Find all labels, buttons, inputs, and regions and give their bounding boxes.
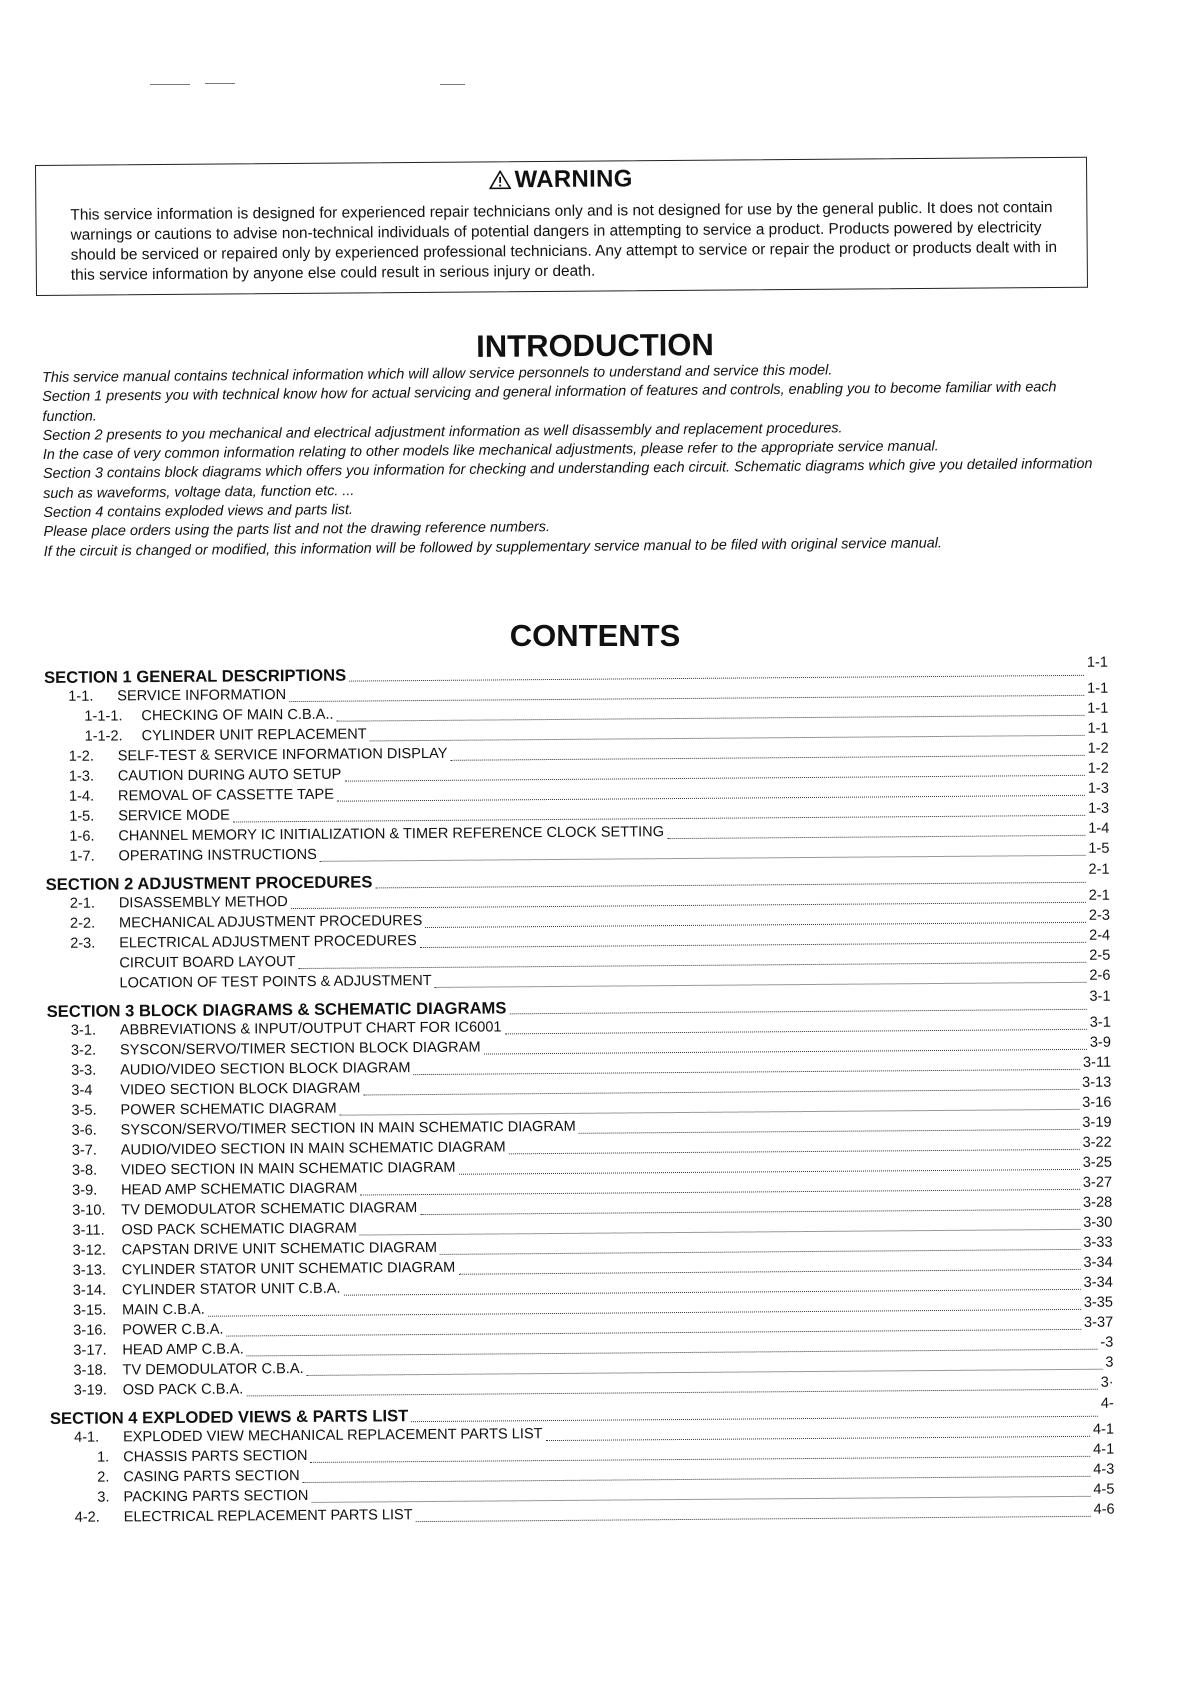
toc-page-number: 2-5 — [1089, 947, 1111, 964]
toc-page-number: 3-30 — [1083, 1214, 1113, 1231]
toc-page-number: 3-27 — [1082, 1174, 1113, 1191]
intro-paragraph: Section 4 contains exploded views and parts list. — [43, 502, 354, 522]
toc-entry-number: 1-2. — [68, 748, 94, 765]
toc-dot-leader — [411, 1416, 1098, 1422]
toc-entry-number: 3-18. — [73, 1362, 107, 1379]
toc-entry-label: CASING PARTS SECTION — [123, 1468, 300, 1486]
toc-dot-leader — [337, 715, 1085, 722]
toc-page-number: 3-19 — [1082, 1114, 1112, 1131]
warning-text: This service information is designed for experienced repair technicians only and is not designed for use by the general public. It does not contain warnings or cautions to advise non-technical individuals of potential dangers in attempting to service a product. Products powered by electricity should be serviced or repaired only by experienced professional technicians. Any attempt to service or repair the product or products dealt with in this service information by anyone else could result in serious injury or death. — [70, 199, 1058, 284]
toc-page-number: 3-16 — [1082, 1094, 1112, 1111]
toc-entry-label: SYSCON/SERVO/TIMER SECTION IN MAIN SCHEMATIC DIAGRAM — [120, 1118, 576, 1139]
toc-entry-number: 3-4 — [71, 1082, 93, 1099]
toc-dot-leader — [320, 855, 1085, 862]
toc-entry-label: MECHANICAL ADJUSTMENT PROCEDURES — [118, 913, 423, 932]
toc-entry-label: CAUTION DURING AUTO SETUP — [117, 766, 342, 785]
toc-entry-label: HEAD AMP C.B.A. — [122, 1341, 244, 1359]
toc-dot-leader — [360, 1229, 1080, 1236]
scan-speck — [205, 83, 235, 84]
warning-box — [35, 157, 1088, 296]
toc-entry-label: CYLINDER STATOR UNIT SCHEMATIC DIAGRAM — [121, 1259, 456, 1279]
toc-entry-number: 1-5. — [69, 808, 95, 825]
toc-entry-label: CYLINDER UNIT REPLACEMENT — [141, 726, 367, 745]
toc-entry-label: PACKING PARTS SECTION — [123, 1487, 309, 1506]
toc-page-number: 1-1 — [1087, 700, 1109, 717]
toc-entry-number: 1-3. — [68, 768, 95, 785]
toc-dot-leader — [546, 1436, 1090, 1441]
toc-page-number: 3-13 — [1082, 1074, 1112, 1091]
toc-page-number: 4- — [1100, 1395, 1114, 1412]
toc-entry-number: 3-19. — [73, 1382, 108, 1399]
toc-dot-leader — [370, 735, 1085, 742]
toc-page-number: 2-1 — [1088, 861, 1110, 878]
toc-dot-leader — [425, 922, 1086, 928]
toc-entry-label: OSD PACK SCHEMATIC DIAGRAM — [121, 1220, 357, 1239]
toc-page-number: 3-1 — [1089, 988, 1111, 1005]
toc-page-number: 3-34 — [1083, 1254, 1113, 1271]
toc-dot-leader — [505, 1029, 1087, 1035]
toc-entry-label: CYLINDER STATOR UNIT C.B.A. — [121, 1280, 341, 1299]
toc-entry-number: 3-15. — [72, 1302, 107, 1319]
toc-dot-leader — [667, 835, 1085, 839]
toc-page-number: 3-33 — [1083, 1234, 1113, 1251]
toc-entry-number: 3-1. — [70, 1022, 97, 1039]
toc-entry-label: ELECTRICAL REPLACEMENT PARTS LIST — [123, 1507, 413, 1526]
toc-entry-label: CAPSTAN DRIVE UNIT SCHEMATIC DIAGRAM — [121, 1239, 438, 1259]
toc-entry-label: VIDEO SECTION IN MAIN SCHEMATIC DIAGRAM — [120, 1159, 456, 1179]
toc-entry-label: ELECTRICAL ADJUSTMENT PROCEDURES — [119, 933, 417, 952]
toc-page-number: 3-35 — [1083, 1294, 1114, 1311]
toc-page-number: 3· — [1100, 1374, 1114, 1391]
toc-dot-leader — [579, 1129, 1080, 1134]
introduction-title: INTRODUCTION — [476, 327, 714, 364]
toc-page-number: 2-6 — [1089, 967, 1111, 984]
toc-dot-leader — [375, 882, 1085, 889]
intro-paragraph: In the case of very common information relating to other models like mechanical adjustments, please refer to the appropriate service manual. — [42, 438, 939, 464]
toc-page-number: 3 — [1105, 1354, 1114, 1371]
toc-entry-number: 1-1-2. — [84, 728, 123, 745]
toc-dot-leader — [337, 795, 1085, 802]
toc-page-number: 1-1 — [1087, 720, 1109, 737]
toc-page-number: 4-6 — [1093, 1501, 1115, 1518]
toc-entry-label: SECTION 3 BLOCK DIAGRAMS & SCHEMATIC DIAGRAMS — [46, 998, 507, 1021]
toc-page-number: 1-2 — [1087, 740, 1109, 757]
toc-entry-number: 3-13. — [72, 1262, 107, 1279]
toc-page-number: 1-1 — [1086, 654, 1109, 671]
toc-page-number: 4-3 — [1093, 1461, 1115, 1478]
toc-dot-leader — [440, 1249, 1080, 1255]
toc-entry-number: 3. — [97, 1489, 110, 1506]
intro-paragraph: This service manual contains technical information which will allow service personnels to understand and service this model. — [42, 362, 833, 386]
toc-entry-number: 3-8. — [71, 1162, 98, 1179]
toc-page-number: 1-3 — [1087, 800, 1110, 817]
toc-page-number: 3-11 — [1082, 1054, 1112, 1071]
toc-entry-number: 4-2. — [74, 1509, 100, 1526]
toc-entry-number: 3-7. — [71, 1142, 98, 1159]
toc-page-number: 4-1 — [1093, 1441, 1115, 1458]
toc-page-number: 1-1 — [1087, 680, 1109, 697]
toc-entry-number: 2-3. — [70, 935, 96, 952]
intro-paragraph: Section 2 presents to you mechanical and electrical adjustment information as well disassembly and replacement procedures. — [42, 420, 843, 444]
toc-entry-label: HEAD AMP SCHEMATIC DIAGRAM — [121, 1180, 358, 1199]
toc-entry-label: ABBREVIATIONS & INPUT/OUTPUT CHART FOR IC6001 — [119, 1019, 502, 1039]
toc-entry-label: CHECKING OF MAIN C.B.A.. — [141, 706, 334, 725]
toc-page-number: 2-4 — [1088, 927, 1111, 944]
introduction-body — [42, 359, 1102, 562]
toc-entry-number: 3-6. — [71, 1122, 97, 1139]
toc-entry-number: 1-1. — [68, 688, 94, 705]
scan-speck — [440, 84, 465, 85]
toc-entry-label: SECTION 2 ADJUSTMENT PROCEDURES — [45, 872, 373, 894]
toc-dot-leader — [420, 942, 1086, 948]
toc-entry-number: 3-17. — [73, 1342, 107, 1359]
scan-speck — [150, 84, 190, 85]
toc-page-number: 1-2 — [1087, 760, 1109, 777]
toc-entry-number: 2. — [97, 1469, 110, 1486]
toc-entry-number: 1. — [96, 1449, 110, 1466]
toc-entry-label: SERVICE MODE — [118, 807, 230, 825]
toc-entry-number: 3-5. — [71, 1102, 97, 1119]
toc-dot-leader — [344, 1289, 1081, 1296]
toc-dot-leader — [344, 775, 1084, 782]
toc-page-number: -3 — [1100, 1334, 1114, 1351]
toc-entry-label: MAIN C.B.A. — [121, 1301, 205, 1319]
toc-entry-label: LOCATION OF TEST POINTS & ADJUSTMENT — [119, 972, 432, 992]
toc-entry-label: OPERATING INSTRUCTIONS — [118, 846, 317, 865]
toc-entry-number: 4-1. — [73, 1429, 100, 1446]
toc-entry-number: 2-1. — [69, 895, 96, 912]
toc-entry-label: SELF-TEST & SERVICE INFORMATION DISPLAY — [117, 745, 448, 765]
intro-paragraph: Section 3 contains block diagrams which offers you information for checking and understanding each circuit. Schematic diagrams which give you detailed information such as waveforms, voltage data, function etc. ... — [42, 456, 1093, 502]
toc-entry-number: 3-11. — [72, 1222, 105, 1239]
toc-entry-label: TV DEMODULATOR SCHEMATIC DIAGRAM — [121, 1200, 418, 1219]
toc-dot-leader — [509, 1149, 1080, 1154]
toc-entry-number: 3-9. — [72, 1182, 98, 1199]
toc-page-number: 3-34 — [1083, 1274, 1113, 1291]
toc-entry-label: REMOVAL OF CASSETTE TAPE — [117, 786, 335, 805]
warning-title: WARNING — [514, 165, 633, 194]
toc-dot-leader — [360, 1189, 1080, 1196]
toc-page-number: 3-9 — [1089, 1034, 1112, 1051]
toc-page-number: 3-37 — [1083, 1314, 1114, 1331]
warning-heading — [36, 162, 1086, 198]
intro-paragraph: Please place orders using the parts list and not the drawing reference numbers. — [43, 519, 550, 541]
table-of-contents — [44, 654, 1115, 1530]
toc-entry-label: SECTION 1 GENERAL DESCRIPTIONS — [44, 665, 347, 687]
toc-entry-number: 3-2. — [70, 1042, 97, 1059]
toc-dot-leader — [363, 1089, 1079, 1096]
toc-entry-label: POWER C.B.A. — [122, 1321, 224, 1339]
toc-page-number: 3-28 — [1082, 1194, 1113, 1211]
toc-entry-label: AUDIO/VIDEO SECTION BLOCK DIAGRAM — [120, 1060, 411, 1079]
toc-entry-label: DISASSEMBLY METHOD — [118, 894, 288, 912]
toc-dot-leader — [414, 1069, 1081, 1075]
toc-dot-leader — [459, 1169, 1080, 1175]
toc-entry-number: 2-2. — [69, 915, 96, 932]
toc-entry-number: 3-12. — [72, 1242, 106, 1259]
toc-entry-label: CHASSIS PARTS SECTION — [123, 1447, 308, 1466]
toc-page-number: 3-1 — [1089, 1014, 1111, 1031]
toc-entry-number: 3-16. — [73, 1322, 107, 1339]
toc-dot-leader — [458, 1269, 1080, 1275]
toc-entry-number: 3-14. — [72, 1282, 107, 1299]
toc-dot-leader — [340, 1109, 1080, 1116]
warning-triangle-icon — [489, 167, 511, 193]
toc-page-number: 3-25 — [1082, 1154, 1112, 1171]
toc-page-number: 4-1 — [1092, 1421, 1115, 1438]
toc-page-number: 1-4 — [1088, 820, 1110, 837]
toc-entry-label: OSD PACK C.B.A. — [122, 1381, 244, 1399]
toc-dot-leader — [435, 982, 1087, 988]
toc-dot-leader — [451, 755, 1085, 761]
toc-entry-number: 1-6. — [69, 828, 95, 845]
contents-title: CONTENTS — [509, 618, 681, 653]
toc-entry-number: 1-1-1. — [84, 708, 123, 725]
toc-dot-leader — [420, 1209, 1080, 1215]
intro-paragraph: If the circuit is changed or modified, this information will be followed by supplementary service manual to be filed with original service manual. — [43, 535, 943, 560]
toc-page-number: 1-5 — [1088, 840, 1110, 857]
toc-dot-leader — [484, 1049, 1087, 1055]
toc-entry-label: VIDEO SECTION BLOCK DIAGRAM — [120, 1080, 361, 1099]
toc-page-number: 3-22 — [1082, 1134, 1112, 1151]
toc-entry-label: POWER SCHEMATIC DIAGRAM — [120, 1100, 337, 1119]
toc-entry-label: CHANNEL MEMORY IC INITIALIZATION & TIMER REFERENCE CLOCK SETTING — [118, 824, 665, 845]
toc-page-number: 1-3 — [1087, 780, 1110, 797]
toc-entry-number: 1-7. — [69, 848, 95, 865]
toc-entry-number: 1-4. — [68, 788, 95, 805]
toc-entry-label: TV DEMODULATOR C.B.A. — [122, 1360, 304, 1379]
toc-entry-number: 3-3. — [71, 1062, 97, 1079]
toc-entry-label: SYSCON/SERVO/TIMER SECTION BLOCK DIAGRAM — [119, 1039, 481, 1059]
toc-entry-label: AUDIO/VIDEO SECTION IN MAIN SCHEMATIC DIAGRAM — [120, 1139, 506, 1159]
intro-paragraph: Section 1 presents you with technical know how for actual servicing and general information of features and controls, enabling you to become familiar with each function. — [42, 379, 1057, 425]
toc-entry-label: EXPLODED VIEW MECHANICAL REPLACEMENT PARTS LIST — [122, 1426, 543, 1446]
toc-dot-leader — [349, 675, 1084, 682]
toc-entry-label: CIRCUIT BOARD LAYOUT — [119, 954, 296, 972]
toc-entry-label: SECTION 4 EXPLODED VIEWS & PARTS LIST — [49, 1406, 409, 1428]
toc-page-number: 2-3 — [1088, 907, 1111, 924]
toc-entry-label: SERVICE INFORMATION — [117, 687, 287, 705]
toc-page-number: 4-5 — [1093, 1481, 1115, 1498]
toc-dot-leader — [246, 1389, 1097, 1397]
toc-entry-number: 3-10. — [72, 1202, 106, 1219]
toc-dot-leader — [416, 1516, 1091, 1522]
toc-page-number: 2-1 — [1088, 887, 1110, 904]
toc-dot-leader — [509, 1009, 1086, 1015]
